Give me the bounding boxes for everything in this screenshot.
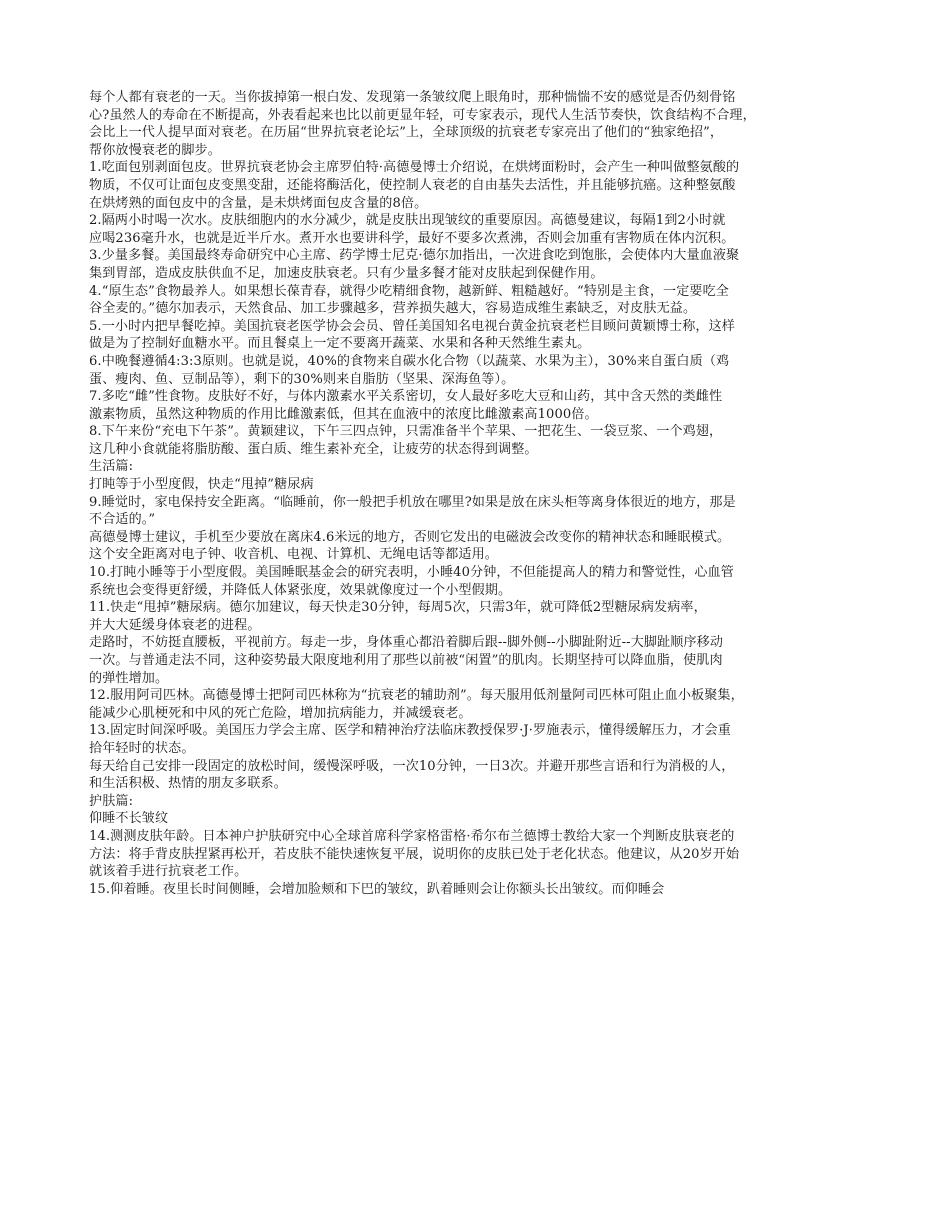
text-line: 6.中晚餐遵循4:3:3原则。也就是说，40%的食物来自碳水化合物（以蔬菜、水果为主），30%来自蛋白质（鸡 xyxy=(89,353,730,369)
text-line: 4.“原生态”食物最养人。如果想长葆青春，就得少吃精细食物，越新鲜、粗糙越好。“特别是主食，一定要吃全 xyxy=(89,283,729,299)
text-line: 蛋、瘦肉、鱼、豆制品等），剩下的30%则来自脂肪（坚果、深海鱼等）。 xyxy=(89,371,515,387)
section-subheading: 仰睡不长皱纹 xyxy=(89,811,169,827)
text-line: 13.固定时间深呼吸。美国压力学会主席、医学和精神治疗法临床教授保罗·J·罗施表示，懂得缓解压力，才会重 xyxy=(89,723,731,739)
text-line: 一次。与普通走法不同，这种姿势最大限度地利用了那些以前被“闲置”的肌肉。长期坚持可以降血脂，使肌肉 xyxy=(89,653,723,668)
text-line: 集到胃部，造成皮肤供血不足，加速皮肤衰老。只有少量多餐才能对皮肤起到保健作用。 xyxy=(89,265,604,281)
text-line: 这个安全距离对电子钟、收音机、电视、计算机、无绳电话等都适用。 xyxy=(89,547,499,563)
text-line: 2.隔两小时喝一次水。皮肤细胞内的水分减少，就是皮肤出现皱纹的重要原因。高德曼建议，每隔1到2小时就 xyxy=(89,213,726,229)
text-line: 就该着手进行抗衰老工作。 xyxy=(89,864,248,880)
section-heading: 护肤篇: xyxy=(89,793,134,809)
text-line: 应喝236毫升水，也就是近半斤水。煮开水也要讲科学，最好不要多次煮沸，否则会加重有害物质在体内沉积。 xyxy=(89,230,735,246)
text-line: 8.下午来份“充电下午茶”。黄颖建议，下午三四点钟，只需准备半个苹果、一把花生、一袋豆浆、一个鸡翅， xyxy=(89,424,723,440)
text-line: 这几种小食就能将脂肪酸、蛋白质、维生素补充全，让疲劳的状态得到调整。 xyxy=(89,441,538,457)
text-line: 1.吃面包别剥面包皮。世界抗衰老协会主席罗伯特·高德曼博士介绍说，在烘烤面粉时，会产生一种叫做整氨酸的 xyxy=(89,160,740,176)
text-line: 并大大延缓身体衰老的进程。 xyxy=(89,617,261,633)
text-line: 做是为了控制好血糖水平。而且餐桌上一定不要离开蔬菜、水果和各种天然维生素丸。 xyxy=(89,336,591,352)
text-line: 物质，不仅可让面包皮变黑变甜，还能将酶活化，使控制人衰老的自由基失去活性，并且能够抗癌。这种整氨酸 xyxy=(89,177,736,193)
text-line: 帮你放慢衰老的脚步。 xyxy=(89,142,221,158)
text-line: 每天给自己安排一段固定的放松时间，缓慢深呼吸，一次10分钟，一日3次。并避开那些言语和行为消极的人， xyxy=(89,758,735,774)
text-line: 谷全麦的。”德尔加表示，天然食品、加工步骤越多，营养损失越大，容易造成维生素缺乏，对皮肤无益。 xyxy=(89,301,697,317)
text-line: 11.快走“甩掉”糖尿病。德尔加建议，每天快走30分钟，每周5次，只需3年，就可降低2型糖尿病发病率， xyxy=(89,600,707,616)
document-body xyxy=(89,89,864,898)
text-line: 7.多吃“雌”性食物。皮肤好不好，与体内激素水平关系密切，女人最好多吃大豆和山药，其中含天然的类雌性 xyxy=(89,389,723,405)
text-line: 每个人都有衰老的一天。当你拔掉第一根白发、发现第一条皱纹爬上眼角时，那种惴惴不安的感觉是否仍刻骨铭 xyxy=(89,90,736,105)
text-line: 能减少心肌梗死和中风的死亡危险，增加抗病能力，并减缓衰老。 xyxy=(89,705,472,721)
text-line: 走路时，不妨挺直腰板，平视前方。每走一步，身体重心都沿着脚后跟--脚外侧--小脚趾附近--大脚趾顺序移动 xyxy=(89,635,724,651)
text-line: 方法：将手背皮肤捏紧再松开，若皮肤不能快速恢复平展，说明你的皮肤已处于老化状态。他建议，从20岁开始 xyxy=(89,846,740,862)
text-line: 5.一小时内把早餐吃掉。美国抗衰老医学协会会员、曾任美国知名电视台黄金抗衰老栏目顾问黄颖博士称，这样 xyxy=(89,318,735,334)
text-line: 14.测测皮肤年龄。日本神户护肤研究中心全球首席科学家格雷格·希尔布兰德博士教给大家一个判断皮肤衰老的 xyxy=(89,828,735,844)
section-heading: 生活篇: xyxy=(89,459,134,475)
text-line: 12.服用阿司匹林。高德曼博士把阿司匹林称为“抗衰老的辅助剂”。每天服用低剂量阿司匹林可阻止血小板聚集， xyxy=(89,688,744,704)
text-line: 的弹性增加。 xyxy=(89,670,169,686)
text-line: 心?虽然人的寿命在不断提高，外表看起来也比以前更显年轻，可专家表示，现代人生活节奏快，饮食结构不合理， xyxy=(89,107,756,123)
text-line: 不合适的。” xyxy=(89,512,156,528)
section-subheading: 打盹等于小型度假，快走“甩掉”糖尿病 xyxy=(89,477,314,493)
text-line: 拾年轻时的状态。 xyxy=(89,740,195,756)
text-line: 在烘烤熟的面包皮中的含量，是未烘烤面包皮含量的8倍。 xyxy=(89,195,428,211)
text-line: 激素物质，虽然这种物质的作用比雌激素低，但其在血液中的浓度比雌激素高1000倍。 xyxy=(89,406,598,422)
text-line: 会比上一代人提早面对衰老。在历届“世界抗衰老论坛”上，全球顶级的抗衰老专家亮出了他们的“独家绝招”， xyxy=(89,125,724,141)
text-line: 和生活积极、热情的朋友多联系。 xyxy=(89,776,287,792)
text-line: 3.少量多餐。美国最终寿命研究中心主席、药学博士尼克·德尔加指出，一次进食吃到饱胀，会使体内大量血液聚 xyxy=(89,248,740,264)
text-line: 15.仰着睡。夜里长时间侧睡，会增加脸颊和下巴的皱纹，趴着睡则会让你额头长出皱纹。而仰睡会 xyxy=(89,881,665,897)
text-line: 高德曼博士建议，手机至少要放在离床4.6米远的地方，否则它发出的电磁波会改变你的精神状态和睡眠模式。 xyxy=(89,529,731,545)
text-line: 10.打盹小睡等于小型度假。美国睡眠基金会的研究表明，小睡40分钟，不但能提高人的精力和警觉性，心血管 xyxy=(89,565,734,581)
text-line: 系统也会变得更舒缓，并降低人体紧张度，效果就像度过一个小型假期。 xyxy=(89,582,512,598)
text-line: 9.睡觉时，家电保持安全距离。“临睡前，你一般把手机放在哪里?如果是放在床头柜等离身体很近的地方，那是 xyxy=(89,494,736,510)
